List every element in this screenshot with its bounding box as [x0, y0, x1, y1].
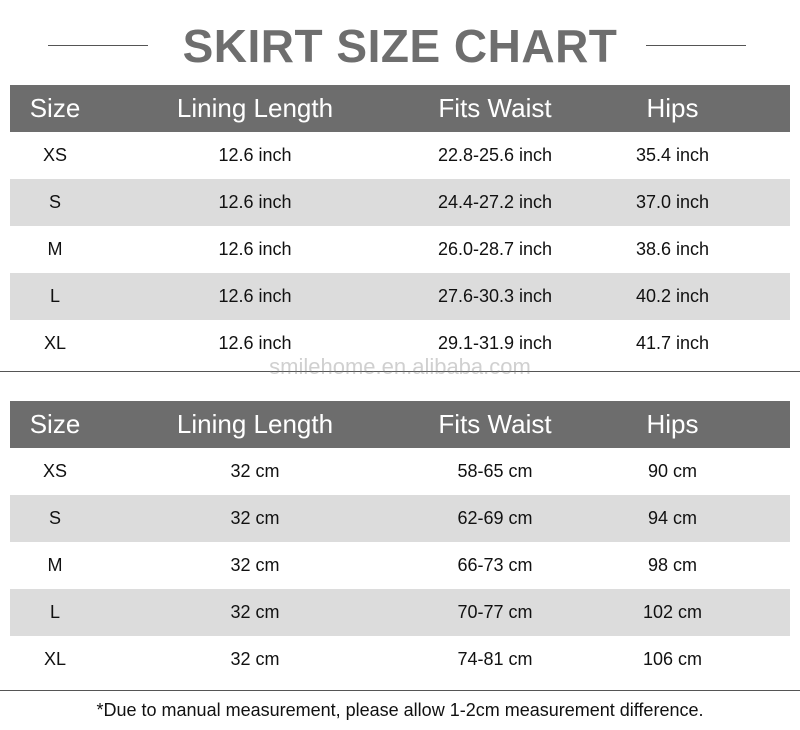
size-cell: XL [43, 649, 67, 669]
table-row [10, 273, 790, 320]
lining-cell: 32 cm [230, 602, 280, 622]
header-hips: Hips [646, 93, 699, 123]
table-row [10, 589, 790, 636]
size-table-inch [10, 85, 790, 367]
header-hips: Hips [646, 409, 699, 439]
size-cell: XS [42, 145, 67, 165]
table-row [10, 636, 790, 683]
waist-cell: 66-73 cm [457, 555, 533, 575]
lining-cell: 12.6 inch [218, 286, 292, 306]
size-table-cm [10, 401, 790, 683]
hips-cell: 94 cm [647, 508, 698, 528]
waist-cell: 62-69 cm [457, 508, 533, 528]
table-header [10, 85, 790, 132]
waist-cell: 70-77 cm [457, 602, 533, 622]
waist-cell: 58-65 cm [457, 461, 533, 481]
size-cell: L [49, 286, 60, 306]
waist-cell: 29.1-31.9 inch [437, 333, 553, 353]
size-cell: L [49, 602, 60, 622]
header-fits-waist: Fits Waist [438, 93, 552, 123]
lining-cell: 32 cm [230, 555, 280, 575]
title-rule-right [646, 45, 746, 46]
hips-cell: 102 cm [642, 602, 703, 622]
waist-cell: 24.4-27.2 inch [437, 192, 553, 212]
table-row [10, 495, 790, 542]
hips-cell: 41.7 inch [635, 333, 710, 353]
waist-cell: 26.0-28.7 inch [437, 239, 553, 259]
hips-cell: 98 cm [647, 555, 698, 575]
lining-cell: 12.6 inch [218, 145, 292, 165]
title-area [0, 18, 800, 74]
header-size: Size [29, 93, 81, 123]
hips-cell: 35.4 inch [635, 145, 710, 165]
lining-cell: 12.6 inch [218, 333, 292, 353]
hips-cell: 90 cm [647, 461, 698, 481]
waist-cell: 22.8-25.6 inch [437, 145, 553, 165]
lining-cell: 32 cm [230, 461, 280, 481]
table-row [10, 179, 790, 226]
page-title: SKIRT SIZE CHART [182, 20, 618, 72]
header-fits-waist: Fits Waist [438, 409, 552, 439]
table-row [10, 320, 790, 367]
size-cell: M [47, 239, 63, 259]
size-cell: XL [43, 333, 67, 353]
table-row [10, 448, 790, 495]
waist-cell: 74-81 cm [457, 649, 533, 669]
lining-cell: 32 cm [230, 649, 280, 669]
lining-cell: 32 cm [230, 508, 280, 528]
lining-cell: 12.6 inch [218, 192, 292, 212]
hips-cell: 37.0 inch [635, 192, 710, 212]
size-cell: S [48, 508, 61, 528]
table-row [10, 542, 790, 589]
table-header [10, 401, 790, 448]
size-cell: XS [42, 461, 67, 481]
size-cell: S [48, 192, 61, 212]
table-row [10, 226, 790, 273]
hips-cell: 38.6 inch [635, 239, 710, 259]
lining-cell: 12.6 inch [218, 239, 292, 259]
waist-cell: 27.6-30.3 inch [437, 286, 553, 306]
header-lining-length: Lining Length [176, 93, 334, 123]
size-cell: M [47, 555, 63, 575]
header-size: Size [29, 409, 81, 439]
footer-divider [0, 690, 800, 691]
hips-cell: 40.2 inch [635, 286, 710, 306]
table-row [10, 132, 790, 179]
hips-cell: 106 cm [642, 649, 703, 669]
watermark: smilehome.en.alibaba.com [269, 354, 531, 379]
section-divider [0, 371, 800, 372]
measurement-note: *Due to manual measurement, please allow 1-2cm measurement difference. [96, 700, 704, 720]
header-lining-length: Lining Length [176, 409, 334, 439]
